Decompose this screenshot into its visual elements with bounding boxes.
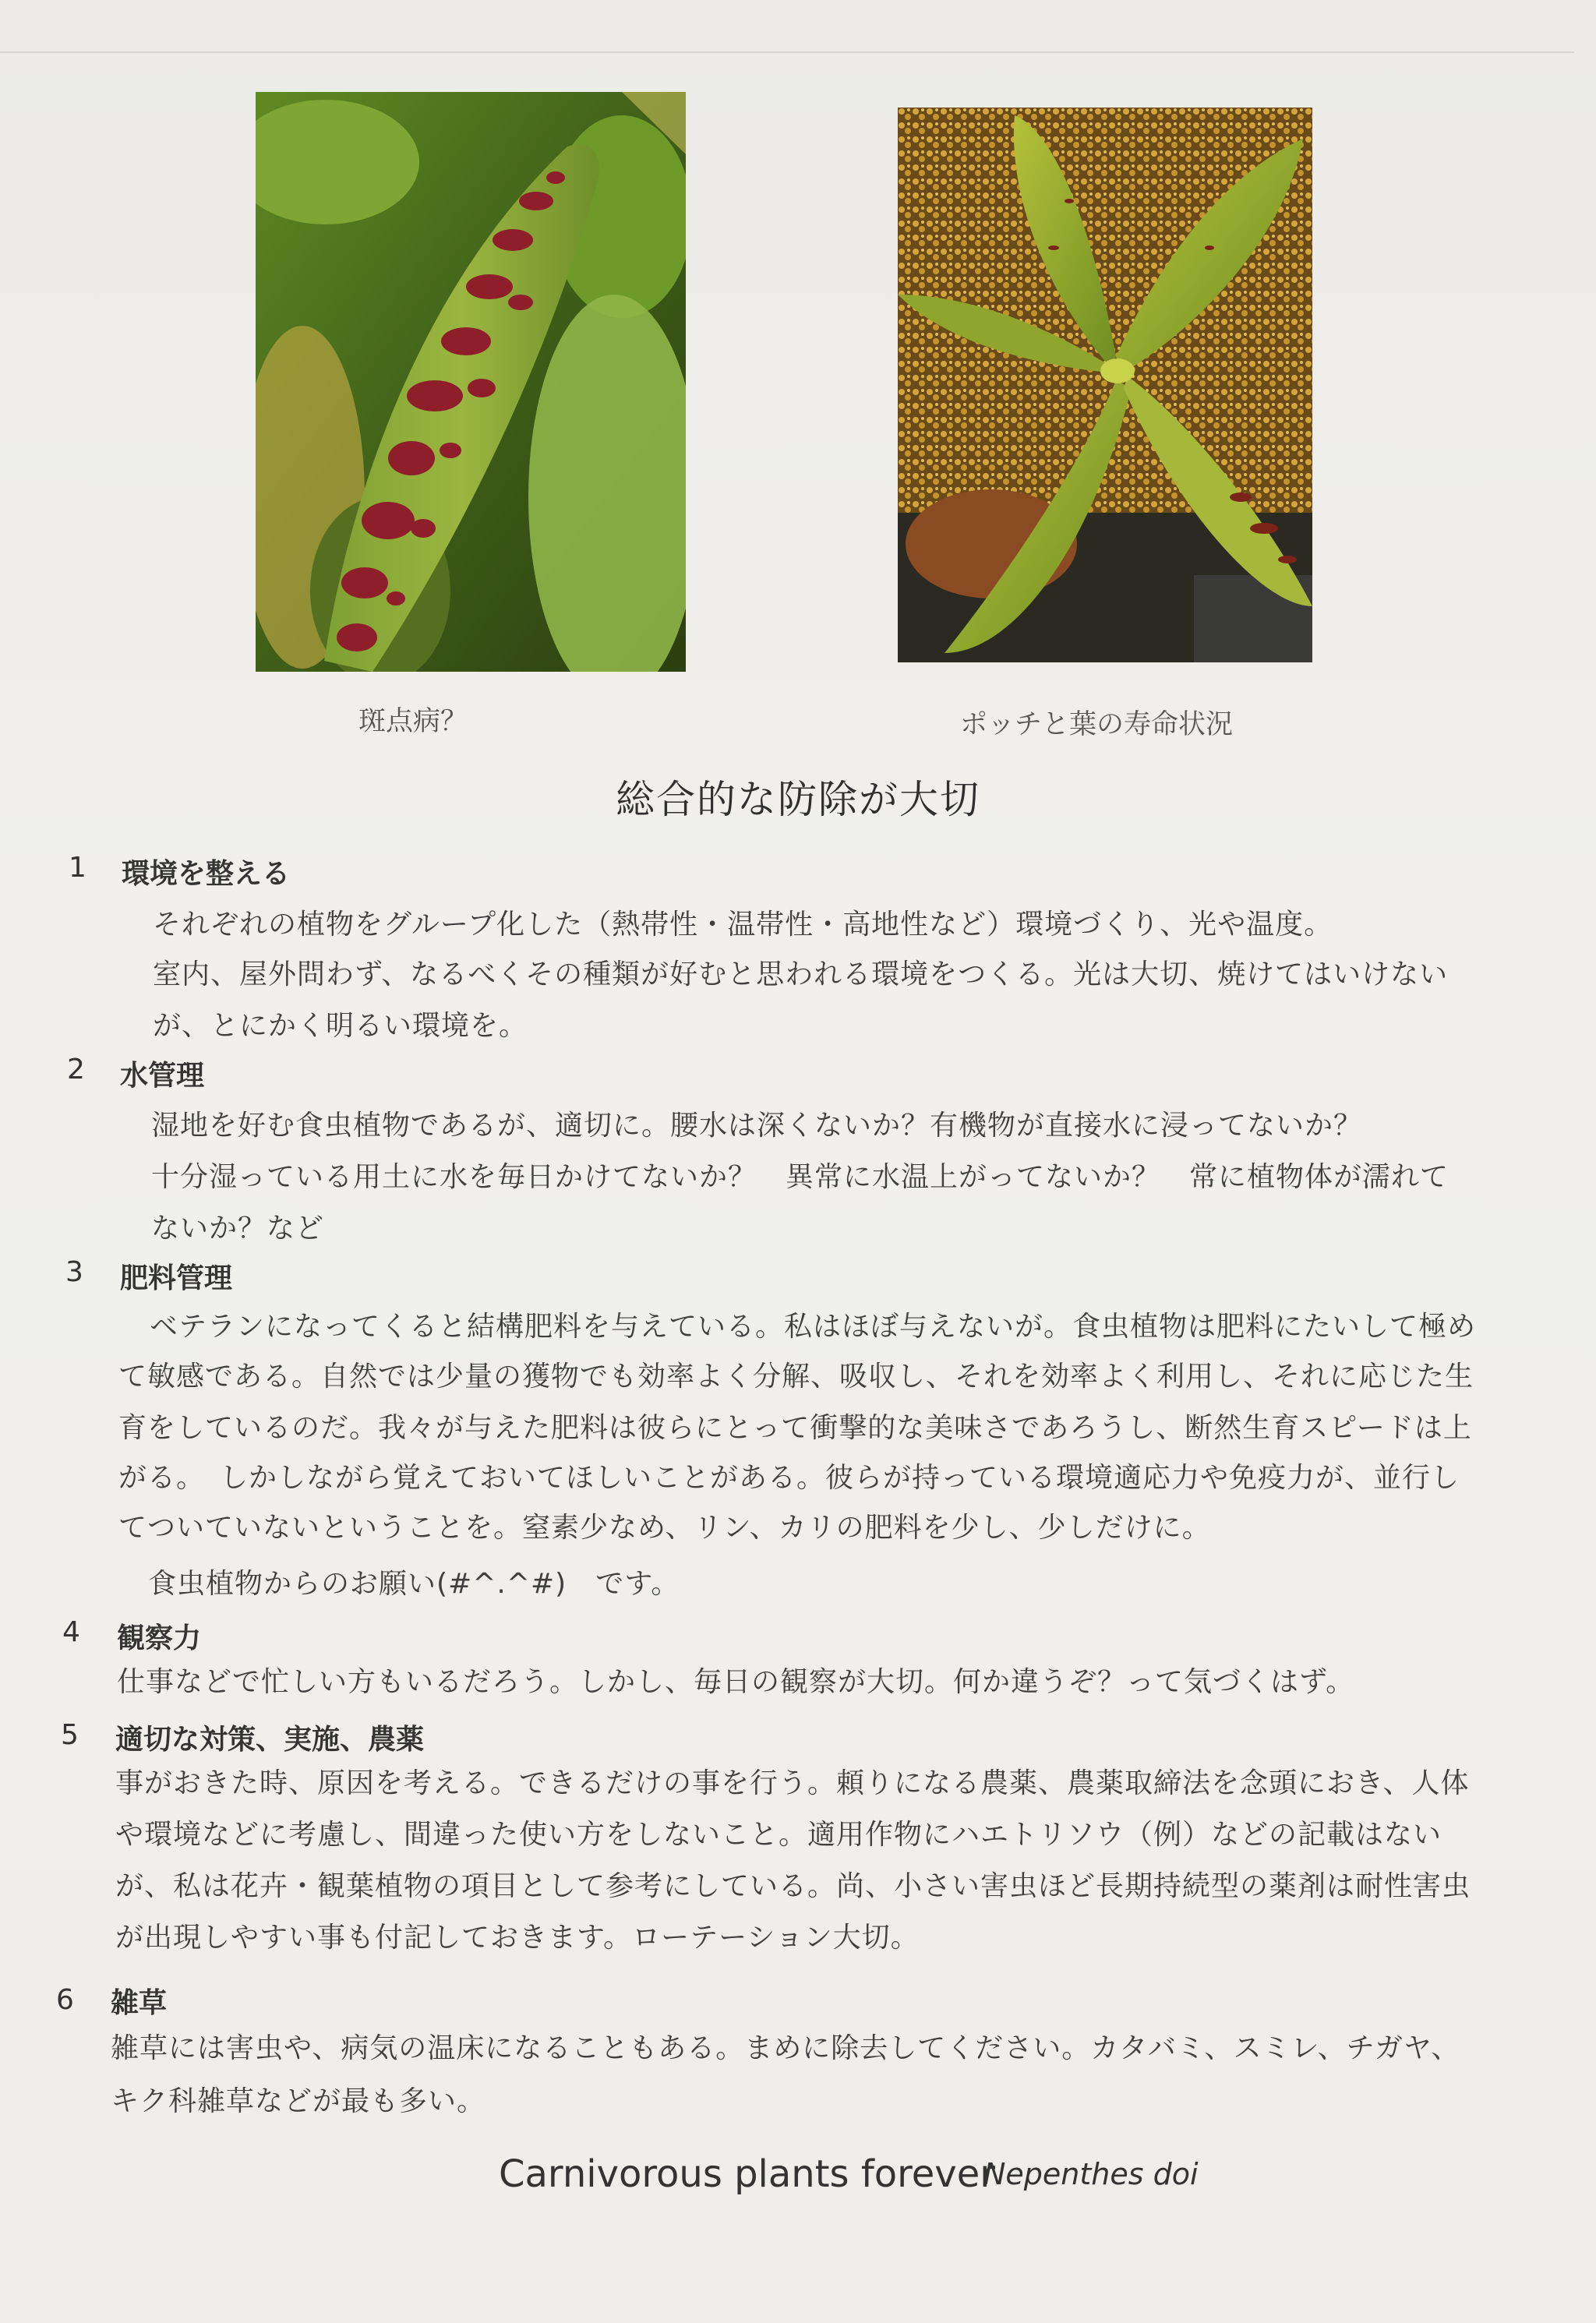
footer-slogan: Carnivorous plants forever <box>499 2152 995 2196</box>
section-heading: 水管理 <box>120 1060 205 1092</box>
body-line: がる。 しかしながら覚えておいてほしいことがある。彼らが持っている環境適応力や免疫力が、並行し <box>118 1462 1460 1494</box>
caption-right-photo: ポッチと葉の寿命状況 <box>960 709 1234 740</box>
body-line: ないか？など <box>151 1213 325 1244</box>
footer-species: Nepenthes doi <box>983 2157 1199 2191</box>
body-line: 事がおきた時、原因を考える。できるだけの事を行う。頼りになる農薬、農薬取締法を念頭におき、人体 <box>115 1767 1470 1799</box>
photo-leaf-spot-disease <box>256 92 686 672</box>
body-line: てついていないということを。窒素少なめ、リン、カリの肥料を少し、少しだけに。 <box>118 1512 1211 1544</box>
photo-rosette-leaves <box>898 108 1312 662</box>
body-line: が出現しやすい事も付記しておきます。ローテーション大切。 <box>115 1922 920 1954</box>
body-line: それぞれの植物をグループ化した（熱帯性・温帯性・高地性など）環境づくり、光や温度。 <box>153 909 1333 941</box>
body-line: が、私は花卉・観葉植物の項目として参考にしている。尚、小さい害虫ほど長期持続型の薬剤は耐性害虫 <box>115 1870 1471 1902</box>
body-line: キク科雑草などが最も多い。 <box>111 2085 486 2117</box>
section-number: 6 <box>56 1984 74 2016</box>
page-title: 総合的な防除が大切 <box>616 777 980 822</box>
body-line: が、とにかく明るい環境を。 <box>153 1010 528 1042</box>
section-heading: 観察力 <box>117 1622 202 1654</box>
section-number: 4 <box>62 1616 80 1648</box>
section-number: 3 <box>65 1256 83 1288</box>
body-line: や環境などに考慮し、間違った使い方をしないこと。適用作物にハエトリソウ（例）などの記載はない <box>115 1819 1442 1851</box>
section-number: 1 <box>69 852 87 884</box>
body-line: 湿地を好む食虫植物であるが、適切に。腰水は深くないか？有機物が直接水に浸ってないか？ <box>151 1110 1363 1142</box>
body-line: て敏感である。自然では少量の獲物でも効率よく分解、吸収し、それを効率よく利用し、それに応じた生 <box>118 1361 1474 1393</box>
body-line: 仕事などで忙しい方もいるだろう。しかし、毎日の観察が大切。何か違うぞ？って気づくはず。 <box>117 1666 1355 1698</box>
body-line: 食虫植物からのお願い(#^.^#) です。 <box>148 1568 680 1600</box>
body-line: 室内、屋外問わず、なるべくその種類が好むと思われる環境をつくる。光は大切、焼けてはいけない <box>153 959 1449 990</box>
caption-left-photo: 斑点病？ <box>358 706 468 737</box>
body-line: 十分湿っている用土に水を毎日かけてないか？ 異常に水温上がってないか？ 常に植物体が濡れて <box>151 1161 1449 1193</box>
section-heading: 肥料管理 <box>120 1262 233 1294</box>
top-divider <box>0 51 1574 53</box>
section-number: 5 <box>61 1719 79 1751</box>
section-heading: 環境を整える <box>122 858 291 890</box>
body-line: 育をしているのだ。我々が与えた肥料は彼らにとって衝撃的な美味さであろうし、断然生育スピードは上 <box>118 1412 1472 1444</box>
section-heading: 雑草 <box>111 1987 168 2019</box>
body-line: ベテランになってくると結構肥料を与えている。私はほぼ与えないが。食虫植物は肥料にたいして極め <box>150 1311 1477 1343</box>
body-line: 雑草には害虫や、病気の温床になることもある。まめに除去してください。カタバミ、スミレ、チガヤ、 <box>111 2032 1460 2064</box>
section-heading: 適切な対策、実施、農薬 <box>115 1724 425 1756</box>
section-number: 2 <box>67 1054 85 1086</box>
